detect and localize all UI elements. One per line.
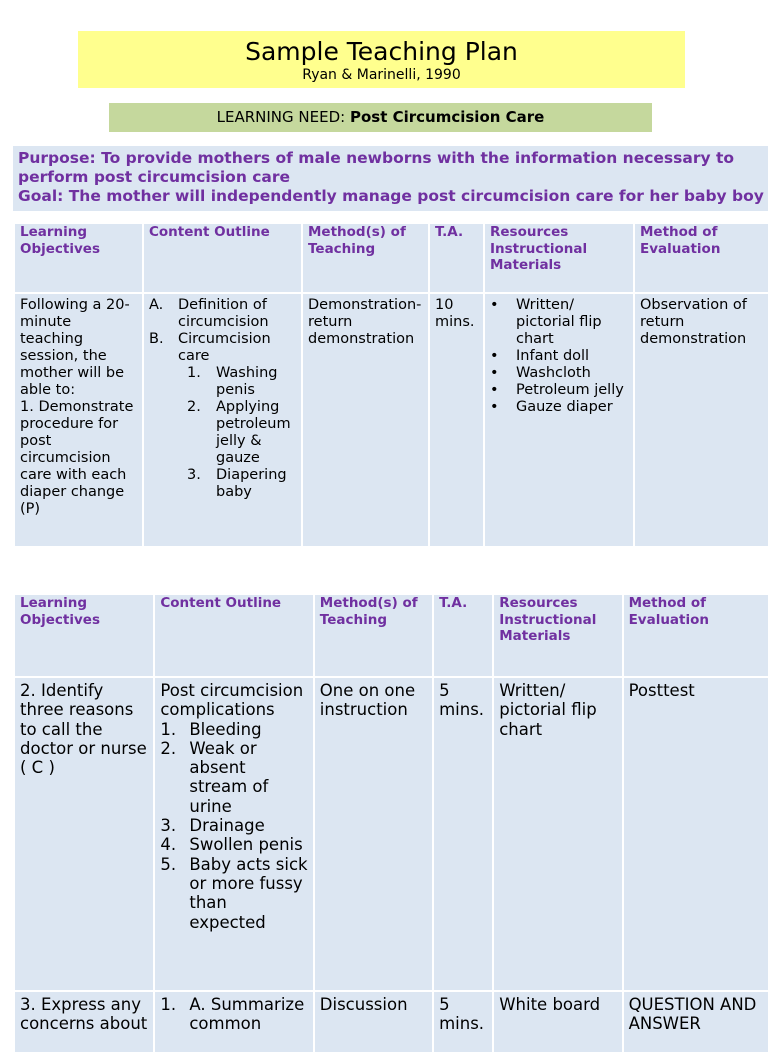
goal-text: Goal: The mother will independently manage post circumcision care for her baby boy — [18, 187, 764, 205]
purpose-text: Purpose: To provide mothers of male newborns with the information necessary to perform post circumcision care — [18, 149, 735, 186]
col-header-ta: T.A. — [430, 224, 483, 292]
content-list — [160, 720, 307, 932]
cell-resources — [485, 294, 633, 546]
col-header-evaluation: Method of Evaluation — [635, 224, 768, 292]
cell-evaluation: Observation of return demonstration — [635, 294, 768, 546]
list-item: • Petroleum jelly — [490, 382, 624, 398]
cell-objective: 2. Identify three reasons to call the doctor or nurse ( C ) — [15, 678, 153, 990]
list-item: • Infant doll — [490, 348, 590, 364]
content-intro: Post circumcision complications — [160, 681, 304, 720]
cell-method: Discussion — [315, 992, 432, 1052]
table-header-row — [15, 224, 768, 292]
list-item: 3. Drainage — [160, 816, 265, 836]
col-header-resources: Resources Instructional Materials — [485, 224, 633, 292]
col-header-objectives: Learning Objectives — [15, 595, 153, 676]
teaching-plan-table-1 — [13, 222, 768, 548]
col-header-method: Method(s) of Teaching — [315, 595, 432, 676]
list-item: 2. Applying petroleum jelly & gauze — [187, 399, 291, 466]
list-item: 1. Bleeding — [160, 719, 262, 739]
col-header-method: Method(s) of Teaching — [303, 224, 428, 292]
list-item: A. Definition of circumcision — [149, 297, 269, 330]
cell-resources: Written/ pictorial flip chart — [494, 678, 621, 990]
col-header-objectives: Learning Objectives — [15, 224, 142, 292]
resources-list — [490, 297, 628, 416]
col-header-content: Content Outline — [144, 224, 301, 292]
cell-evaluation: QUESTION AND ANSWER — [624, 992, 768, 1052]
content-list — [149, 297, 296, 501]
table-header-row — [15, 595, 768, 676]
list-item: 5. Baby acts sick or more fussy than expected — [160, 854, 308, 932]
page-subtitle: Ryan & Marinelli, 1990 — [302, 67, 461, 83]
cell-content-outline — [144, 294, 301, 546]
cell-evaluation: Posttest — [624, 678, 768, 990]
table-row — [15, 294, 768, 546]
cell-ta: 5 mins. — [434, 992, 492, 1052]
cell-content-outline — [155, 992, 312, 1052]
list-item: • Gauze diaper — [490, 399, 613, 415]
cell-method: Demonstration-return demonstration — [303, 294, 428, 546]
list-item: 4. Swollen penis — [160, 835, 303, 855]
cell-objective: 3. Express any concerns about — [15, 992, 153, 1052]
cell-content-outline — [155, 678, 312, 990]
cell-ta: 10 mins. — [430, 294, 483, 546]
list-item: 2. Weak or absent stream of urine — [160, 738, 269, 816]
learning-need-label: LEARNING NEED: — [216, 108, 350, 126]
cell-objective: Following a 20-minute teaching session, the mother will be able to: 1. Demonstrate procedure for post circumcision care with each diaper change (P) — [15, 294, 142, 546]
cell-ta: 5 mins. — [434, 678, 492, 990]
learning-need-banner — [109, 103, 652, 132]
col-header-content: Content Outline — [155, 595, 312, 676]
list-item: 1. A. Summarize common — [160, 995, 305, 1034]
list-item: • Written/ pictorial flip chart — [490, 297, 602, 347]
table-row — [15, 992, 768, 1052]
list-item: 3. Diapering baby — [187, 467, 287, 500]
purpose-goal-box — [13, 146, 768, 211]
table-row — [15, 678, 768, 990]
teaching-plan-table-2 — [13, 593, 768, 1054]
cell-method: One on one instruction — [315, 678, 432, 990]
col-header-resources: Resources Instructional Materials — [494, 595, 621, 676]
list-item: 1. Washing penis — [187, 365, 278, 398]
content-list — [160, 995, 307, 1034]
learning-need-value: Post Circumcision Care — [349, 108, 545, 126]
cell-resources: White board — [494, 992, 621, 1052]
list-item: B. Circumcision care 1. Washing penis 2. Applying petroleum jelly & gauze 3. Diapering baby — [149, 331, 296, 501]
col-header-evaluation: Method of Evaluation — [624, 595, 768, 676]
list-item: • Washcloth — [490, 365, 591, 381]
page-title: Sample Teaching Plan — [245, 37, 518, 66]
content-sublist — [187, 365, 296, 501]
col-header-ta: T.A. — [434, 595, 492, 676]
title-banner — [78, 31, 685, 88]
